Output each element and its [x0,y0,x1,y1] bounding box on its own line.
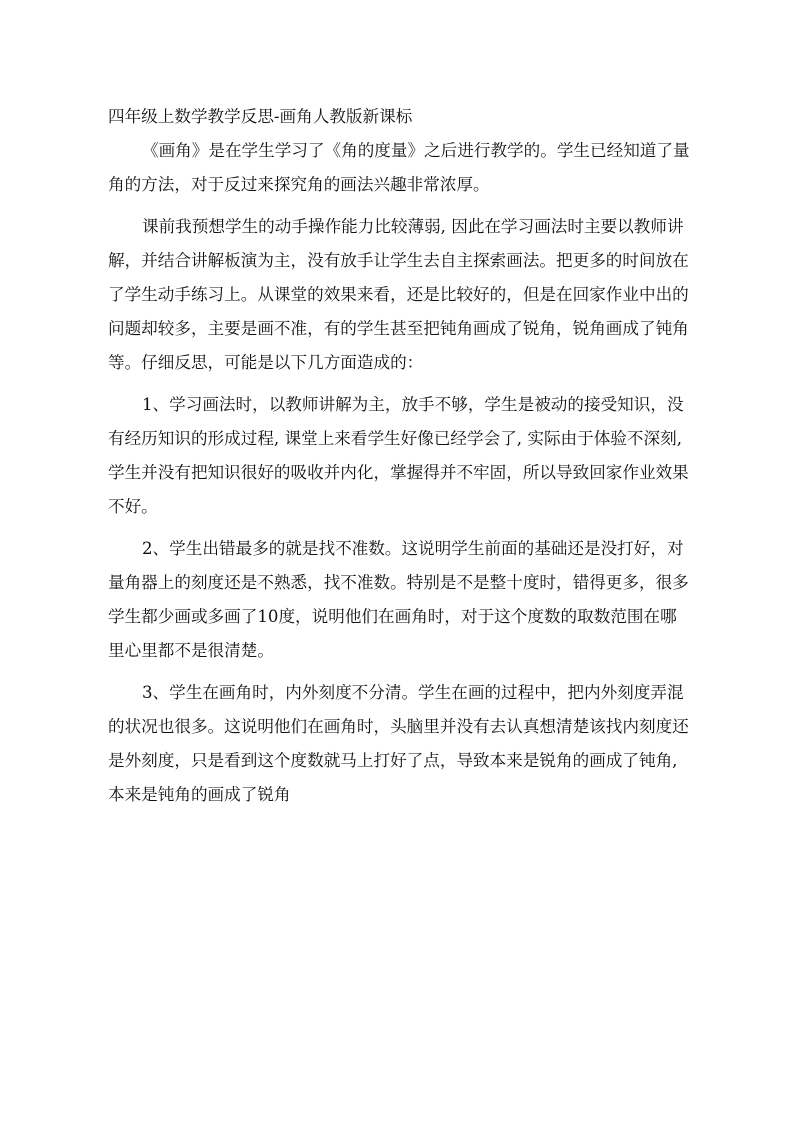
paragraph-3-line-2: 有经历知识的形成过程, 课堂上来看学生好像已经学会了, 实际由于体验不深刻, [108,429,682,448]
paragraph-1-line-2: 角的方法，对于反过来探究角的画法兴趣非常浓厚。 [108,175,490,194]
paragraph-3-line-3: 学生并没有把知识很好的吸收并内化，掌握得并不牢固，所以导致回家作业效果 [108,463,689,482]
paragraph-1 [108,134,722,202]
paragraph-5-line-1: 3、学生在画角时，内外刻度不分清。学生在画的过程中，把内外刻度弄混 [142,683,684,702]
paragraph-5-line-3: 是外刻度，只是看到这个度数就马上打好了点，导致本来是锐角的画成了钝角, [108,751,678,770]
paragraph-2-line-5: 等。仔细反思，可能是以下几方面造成的： [108,353,424,372]
paragraph-2-line-3: 了学生动手练习上。从课堂的效果来看，还是比较好的，但是在回家作业中出的 [108,285,689,304]
paragraph-5-line-2: 的状况也很多。这说明他们在画角时，头脑里并没有去认真想清楚该找内刻度还 [108,717,689,736]
paragraph-2 [108,210,722,380]
paragraph-5 [108,676,722,812]
paragraph-4-line-4: 里心里都不是很清楚。 [108,641,274,660]
paragraph-4 [108,532,722,668]
paragraph-1-line-1: 《画角》是在学生学习了《角的度量》之后进行教学的。学生已经知道了量 [142,141,690,160]
paragraph-2-line-4: 问题却较多，主要是画不准，有的学生甚至把钝角画成了锐角，锐角画成了钝角 [108,319,689,338]
paragraph-3-line-4: 不好。 [108,497,158,516]
paragraph-5-line-4: 本来是钝角的画成了锐角 [108,785,291,804]
paragraph-3-line-1: 1、学习画法时，以教师讲解为主，放手不够，学生是被动的接受知识，没 [142,395,684,414]
paragraph-4-line-2: 量角器上的刻度还是不熟悉，找不准数。特别是不是整十度时，错得更多，很多 [108,573,689,592]
paragraph-3 [108,388,722,524]
paragraph-2-line-1: 课前我预想学生的动手操作能力比较薄弱, 因此在学习画法时主要以教师讲 [142,217,684,236]
document-body [108,100,722,812]
paragraph-2-line-2: 解，并结合讲解板演为主，没有放手让学生去自主探索画法。把更多的时间放在 [108,251,689,270]
paragraph-4-line-3: 学生都少画或多画了10度，说明他们在画角时，对于这个度数的取数范围在哪 [108,607,677,626]
paragraph-4-line-1: 2、学生出错最多的就是找不准数。这说明学生前面的基础还是没打好，对 [142,539,684,558]
document-title: 四年级上数学教学反思-画角人教版新课标 [108,107,413,126]
